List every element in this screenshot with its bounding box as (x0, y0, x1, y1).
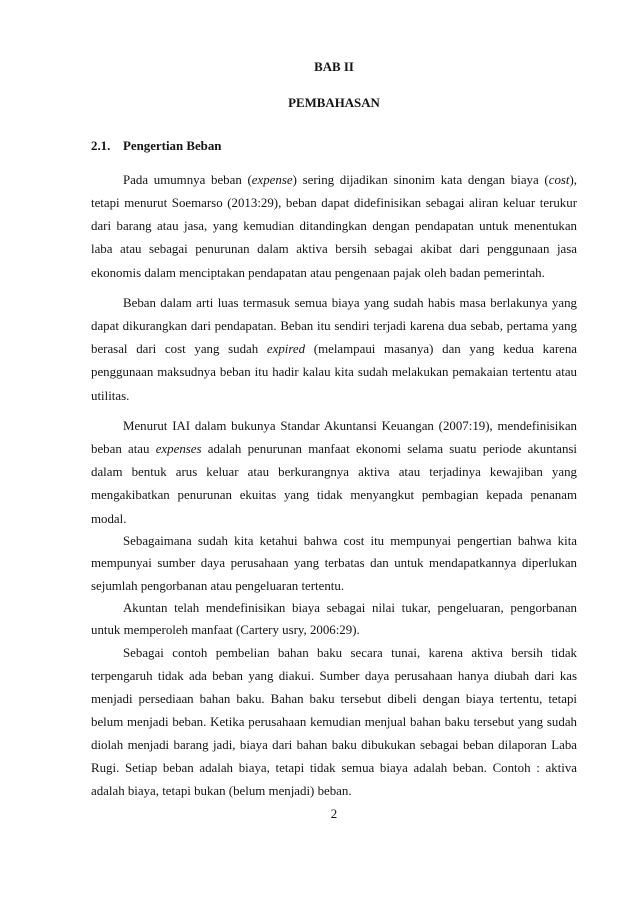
page-number: 2 (330, 806, 338, 821)
text-run: adalah penurunan manfaat ekonomi selama suatu periode akuntansi (201, 441, 577, 456)
text-run: terpengaruh tidak ada beban yang diakui. Sumber daya perusahaan hanya diubah dari kas (91, 668, 577, 683)
italic-term: expense (251, 172, 293, 187)
paragraph-2 (91, 292, 577, 408)
text-run: Beban dalam arti luas termasuk semua biaya yang sudah habis masa berlakunya yang (123, 295, 577, 310)
text-run: dalam bentuk arus keluar atau berkurangnya aktiva atau terjadinya kewajiban yang (91, 465, 577, 479)
text-run: (melampaui masanya) dan yang kedua karena (305, 342, 577, 356)
text-run: Rugi. Setiap beban adalah biaya, tetapi tidak semua biaya adalah beban. Contoh : aktiva (91, 760, 577, 775)
text-line (91, 688, 577, 711)
chapter-label: BAB II (314, 60, 354, 74)
text-run: Sebagaimana sudah kita ketahui bahwa cost itu mempunyai pengertian bahwa kita (123, 533, 577, 548)
text-line (91, 385, 577, 408)
text-line (91, 780, 577, 803)
text-run: Pada umumnya beban ( (123, 172, 252, 187)
text-line (91, 484, 577, 507)
text-run: dapat dikurangkan dari pendapatan. Beban itu sendiri terjadi karena dua sebab, pertama yang (91, 318, 577, 333)
text-run: ) sering dijadikan sinonim kata dengan biaya ( (292, 172, 549, 187)
text-run: dari barang atau jasa, yang kemudian ditandingkan dengan pendapatan untuk menentukan (91, 219, 577, 233)
paragraph-6 (91, 642, 577, 803)
text-line (91, 292, 577, 315)
text-run: berasal dari cost yang sudah (91, 342, 267, 356)
text-run: diolah menjadi barang jadi, biaya dari bahan baku dibukukan sebagai beban dilaporan Laba (91, 737, 577, 752)
text-line (91, 215, 577, 238)
text-run: menjadi persediaan bahan baku. Bahan baku tersebut dibeli dengan biaya tertentu, tetapi (91, 691, 577, 706)
text-line (91, 438, 577, 461)
text-line (91, 734, 577, 757)
text-run: Menurut IAI dalam bukunya Standar Akuntansi Keuangan (2007:19), mendefinisikan (123, 418, 577, 433)
text-run: Akuntan telah mendefinisikan biaya sebagai nilai tukar, pengeluaran, pengorbanan (123, 601, 577, 615)
section-heading (91, 135, 577, 158)
text-line (91, 575, 577, 598)
text-run: utilitas. (91, 388, 130, 403)
text-run: penggunaan maksudnya beban itu hadir kalau kita sudah melakukan pemakaian tertentu atau (91, 365, 577, 380)
text-run: ), (569, 172, 577, 187)
text-run: tetapi menurut Soemarso (2013:29), beban dapat didefinisikan sebagai aliran keluar terukur (91, 195, 577, 210)
paragraph-5 (91, 597, 577, 641)
text-run: beban atau (91, 441, 156, 456)
text-run: mempunyai sumber daya perusahaan yang terbatas dan untuk mendapatkannya diperlukan (91, 556, 577, 570)
text-line (91, 552, 577, 575)
text-run: laba atau sebagai penurunan dalam aktiva bersih sebagai akibat dari penggunaan jasa (91, 242, 577, 257)
text-line (91, 530, 577, 553)
chapter-title: PEMBAHASAN (288, 96, 380, 110)
text-line (91, 642, 577, 665)
paragraph-3 (91, 415, 577, 531)
italic-term: cost (548, 172, 570, 187)
text-line (91, 315, 577, 338)
text-run: Sebagai contoh pembelian bahan baku secara tunai, karena aktiva bersih tidak (123, 645, 577, 660)
text-run: modal. (91, 511, 127, 526)
text-run: adalah biaya, tetapi bukan (belum menjadi) beban. (91, 783, 352, 798)
text-line (91, 757, 577, 780)
text-run: ekonomis dalam menciptakan pendapatan atau pengenaan pajak oleh badan pemerintah. (91, 265, 545, 280)
text-line (91, 597, 577, 619)
text-line (91, 461, 577, 484)
text-line (91, 415, 577, 438)
section-number: 2.1. (91, 139, 111, 153)
text-line (91, 262, 577, 285)
text-line (91, 619, 577, 641)
italic-term: expired (266, 342, 306, 356)
text-run: sejumlah pengorbanan atau pengeluaran tertentu. (91, 578, 345, 593)
text-line (91, 238, 577, 261)
text-line (91, 508, 577, 531)
italic-term: expenses (155, 441, 202, 456)
text-line (91, 711, 577, 734)
section-title: Pengertian Beban (123, 139, 222, 153)
paragraph-1 (91, 169, 577, 285)
text-run: untuk memperoleh manfaat (Cartery usry, 2006:29). (91, 623, 360, 637)
text-run: mengakibatkan penurunan ekuitas yang tidak menyangkut pembagian kepada penanam (91, 488, 577, 503)
paragraph-4 (91, 530, 577, 598)
text-line (91, 665, 577, 688)
text-line (91, 192, 577, 215)
text-run: belum menjadi beban. Ketika perusahaan kemudian menjual bahan baku tersebut yang sudah (91, 714, 577, 729)
text-line (91, 338, 577, 361)
text-line (91, 361, 577, 384)
text-line (91, 169, 577, 192)
